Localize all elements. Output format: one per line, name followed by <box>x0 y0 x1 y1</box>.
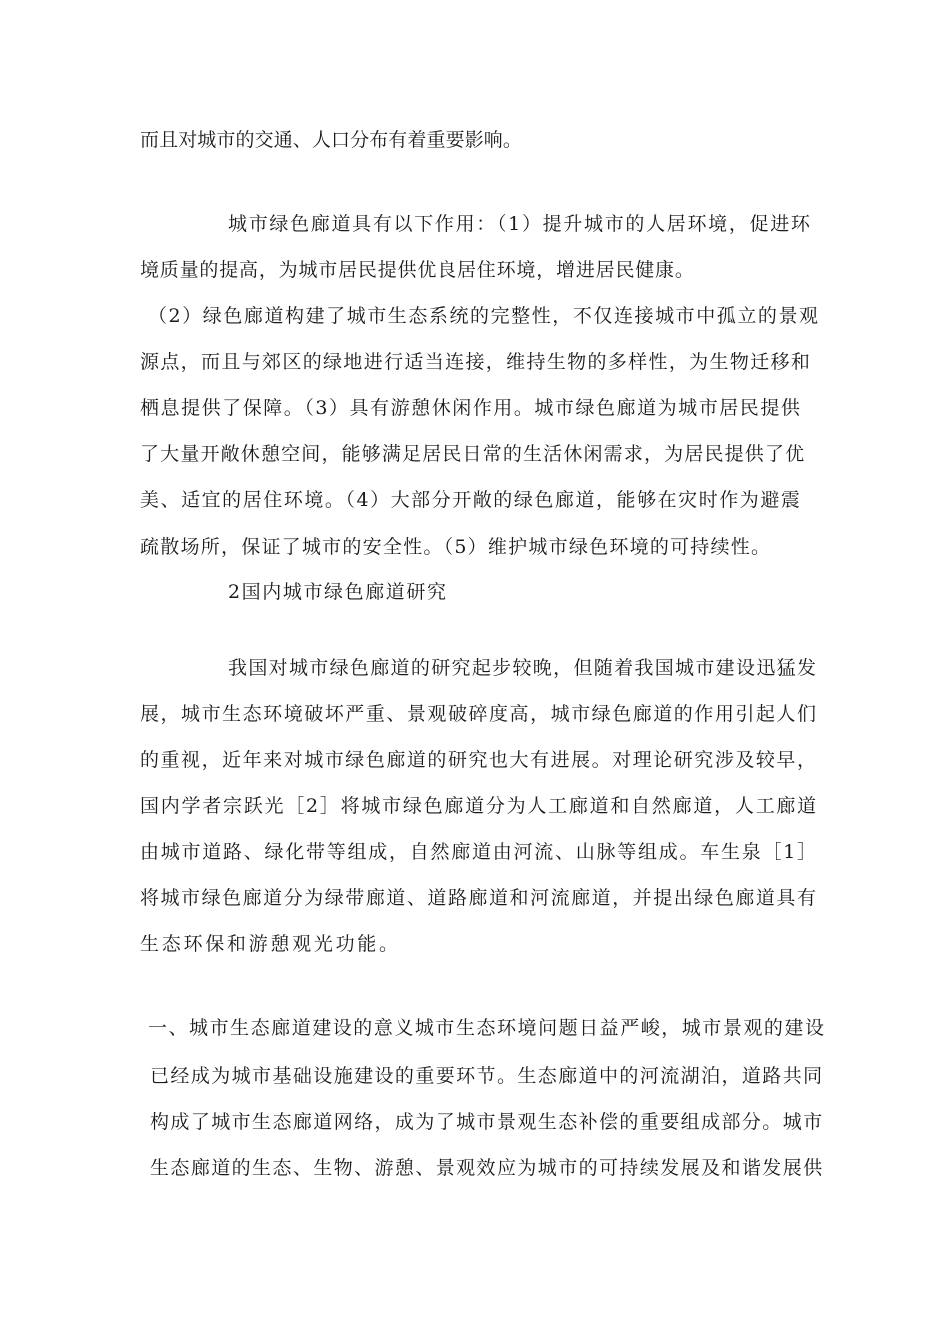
text-line: 由城市道路、绿化带等组成，自然廊道由河流、山脉等组成。车生泉［1］ <box>140 841 818 863</box>
text-line: 国内学者宗跃光［2］将城市绿色廊道分为人工廊道和自然廊道，人工廊道 <box>140 795 818 817</box>
text-line: 展，城市生态环境破坏严重、景观破碎度高，城市绿色廊道的作用引起人们 <box>140 703 818 725</box>
text-line: 栖息提供了保障。（3）具有游憩休闲作用。城市绿色廊道为城市居民提供 <box>140 397 802 419</box>
text-line: 而且对城市的交通、人口分布有着重要影响。 <box>140 129 523 151</box>
text-line: 的重视，近年来对城市绿色廊道的研究也大有进展。对理论研究涉及较早， <box>140 749 818 771</box>
text-line: 疏散场所，保证了城市的安全性。（5）维护城市绿色环境的可持续性。 <box>140 536 772 558</box>
text-line: 城市绿色廊道具有以下作用：（1）提升城市的人居环境，促进环 <box>228 213 812 235</box>
text-line: 境质量的提高，为城市居民提供优良居住环境，增进居民健康。 <box>140 259 695 281</box>
text-line: 将城市绿色廊道分为绿带廊道、道路廊道和河流廊道，并提出绿色廊道具有 <box>140 887 818 909</box>
section-heading: 2国内城市绿色廊道研究 <box>228 581 448 603</box>
text-line: 美、适宜的居住环境。（4）大部分开敞的绿色廊道，能够在灾时作为避震 <box>140 489 802 511</box>
text-line: 我国对城市绿色廊道的研究起步较晚，但随着我国城市建设迅猛发 <box>228 657 818 679</box>
text-line: 已经成为城市基础设施建设的重要环节。生态廊道中的河流湖泊，道路共同 <box>150 1065 824 1087</box>
text-line: 一、城市生态廊道建设的意义城市生态环境问题日益严峻，城市景观的建设 <box>148 1017 826 1039</box>
text-line: 了大量开敞休憩空间，能够满足居民日常的生活休闲需求，为居民提供了优 <box>140 443 806 465</box>
text-line: 源点，而且与郊区的绿地进行适当连接，维持生物的多样性，为生物迁移和 <box>140 351 812 373</box>
text-line: 构成了城市生态廊道网络，成为了城市景观生态补偿的重要组成部分。城市 <box>150 1111 824 1133</box>
text-line: 生态廊道的生态、生物、游憩、景观效应为城市的可持续发展及和谐发展供 <box>150 1157 824 1179</box>
text-line: 生态环保和游憩观光功能。 <box>140 933 401 955</box>
text-line: （2）绿色廊道构建了城市生态系统的完整性，不仅连接城市中孤立的景观 <box>148 305 820 327</box>
